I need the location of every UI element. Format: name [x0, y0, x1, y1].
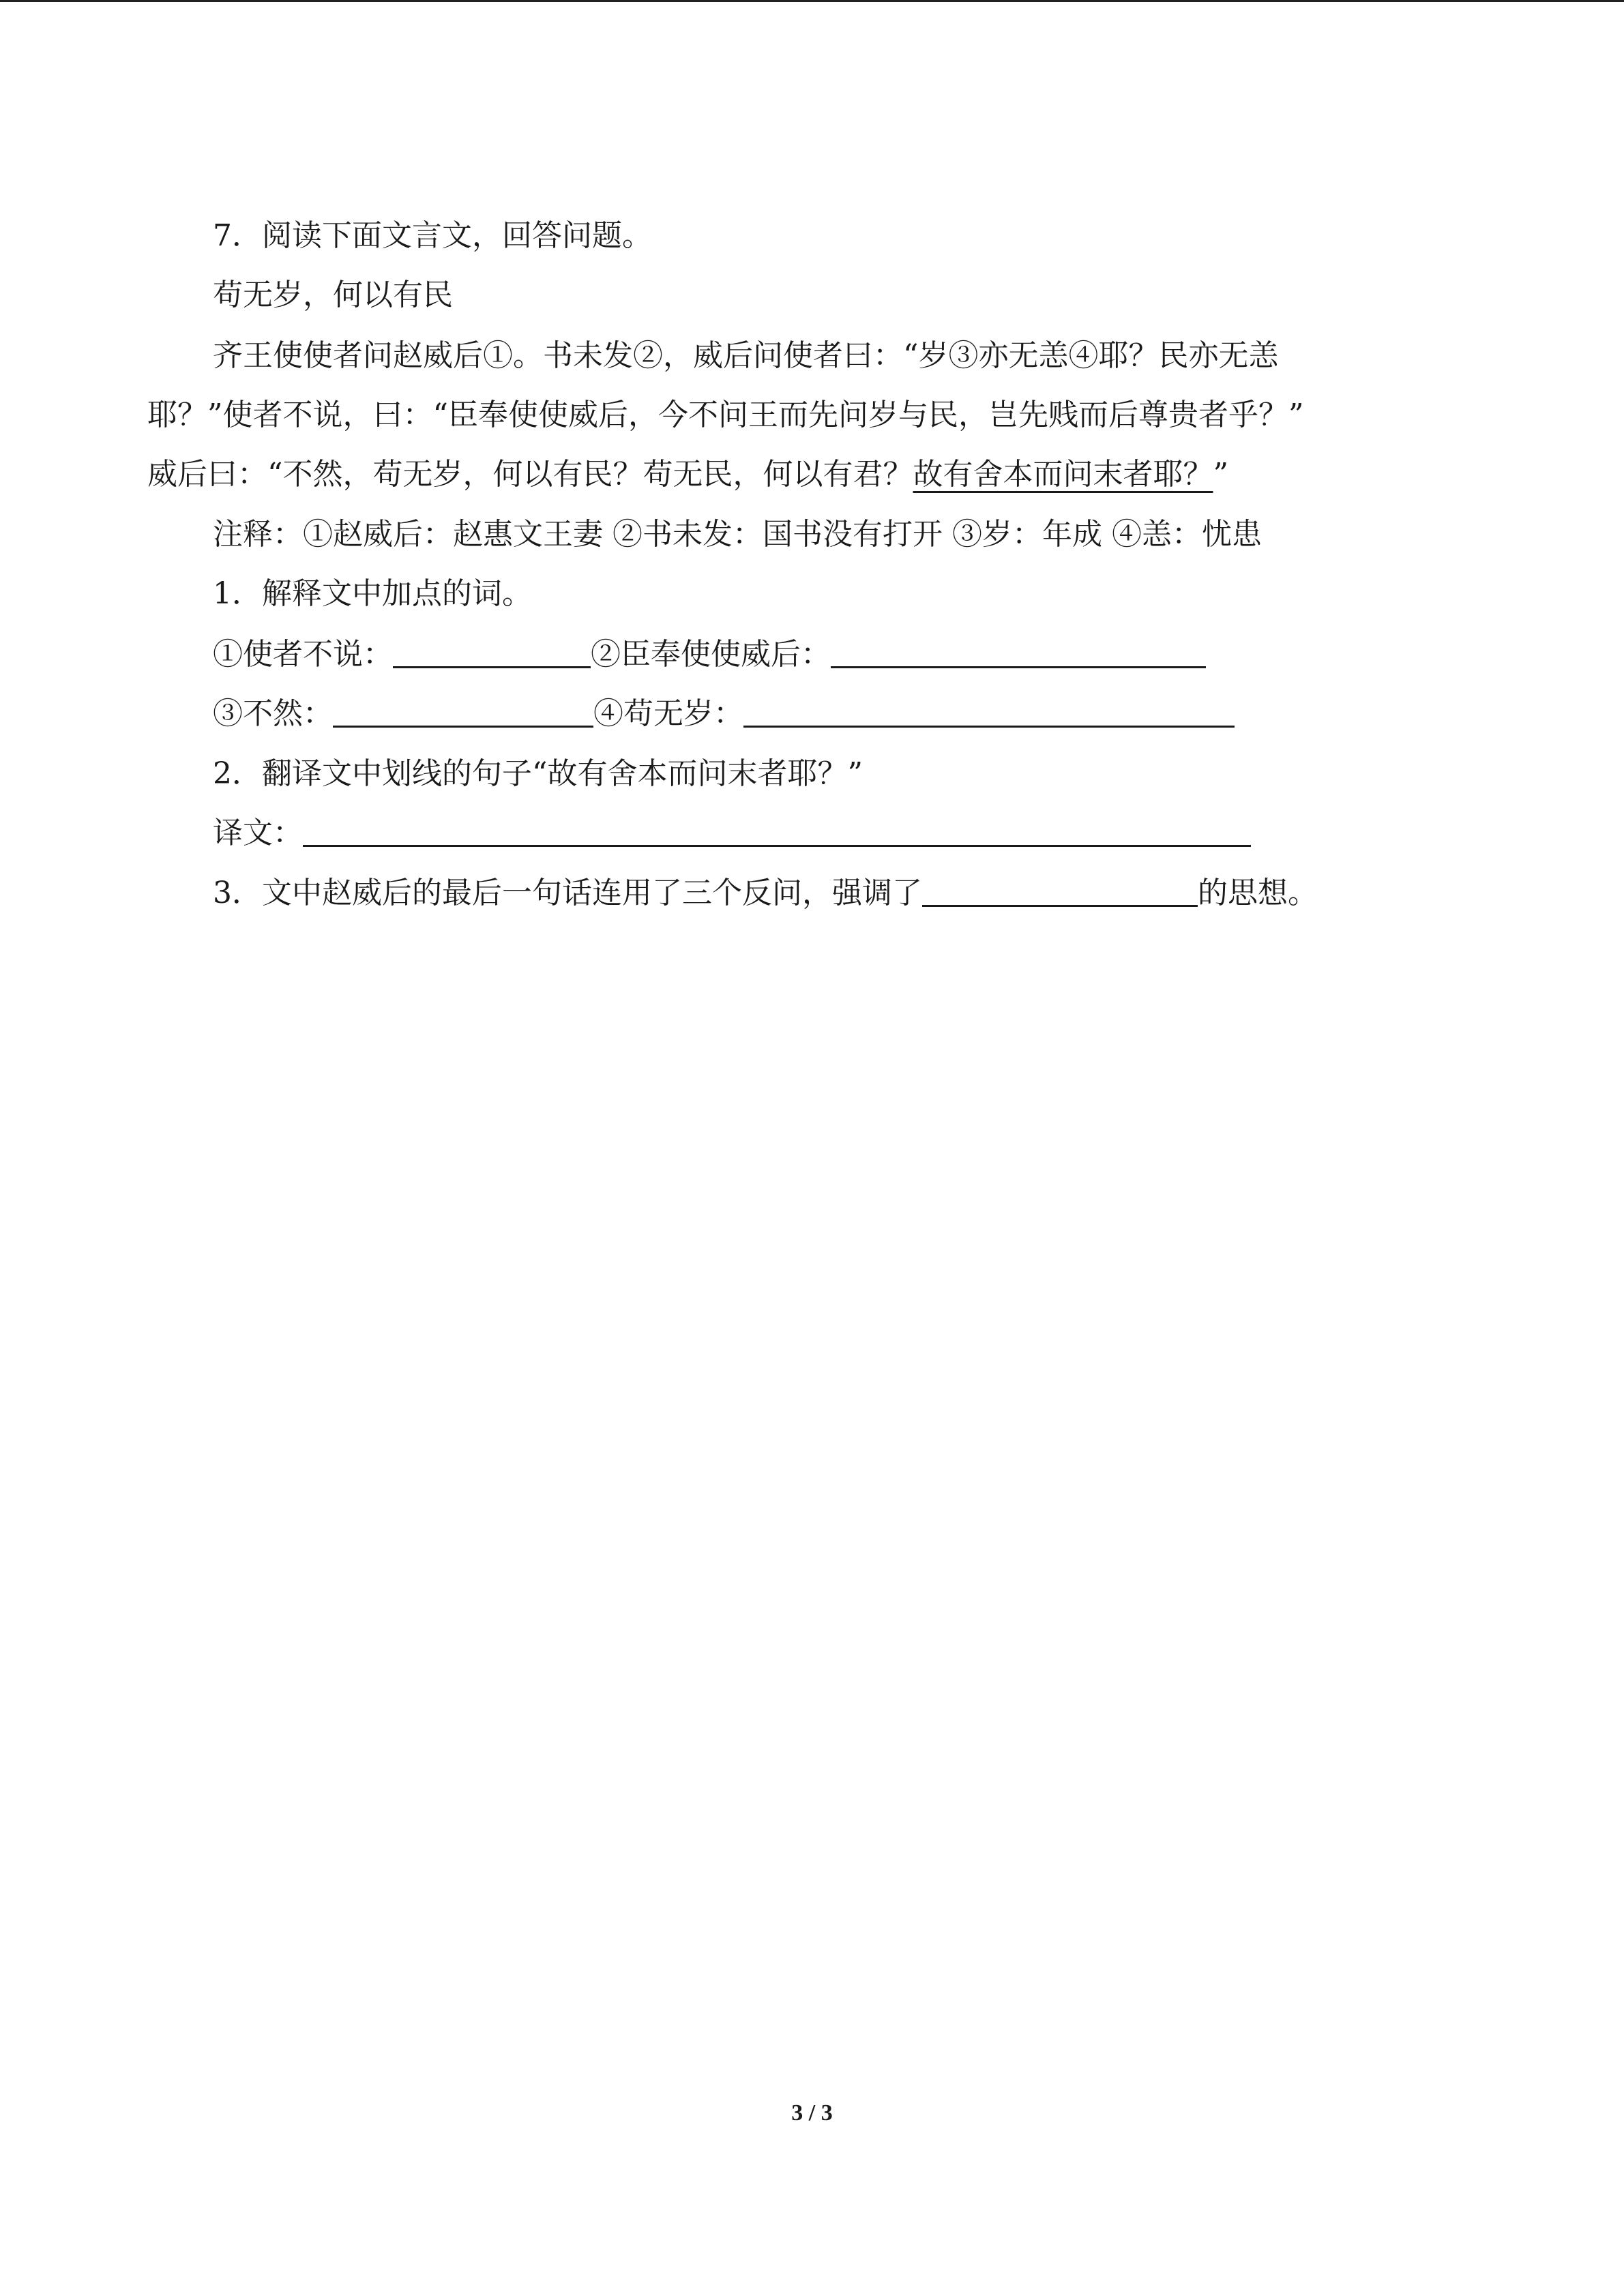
sub-question-3-row	[213, 873, 1318, 914]
passage-line-3-text: 威后曰：“不然，苟无岁，何以有民？苟无民，何以有君？	[147, 457, 913, 492]
passage-line-3	[147, 454, 1228, 495]
translation-blank[interactable]	[303, 815, 1251, 847]
underlined-sentence: 故有舍本而问末者耶？	[913, 457, 1213, 492]
sub-question-1-row-2	[213, 694, 1235, 734]
page-number: 3 / 3	[791, 2100, 833, 2126]
translation-label: 译文：	[213, 816, 303, 850]
sub-question-1-prompt: 1．解释文中加点的词。	[213, 576, 532, 611]
passage-line-2: 耶？”使者不说，曰：“臣奉使使威后，今不问王而先问岁与民，岂先贱而后尊贵者乎？”	[147, 398, 1304, 432]
sub-question-3-prompt: 3．文中赵威后的最后一句话连用了三个反问，强调了	[213, 876, 922, 910]
sub-question-1-row-1	[213, 634, 1206, 675]
question-heading: 7．阅读下面文言文，回答问题。	[213, 218, 652, 253]
answer-blank-2[interactable]	[831, 636, 1206, 668]
passage-line-1: 齐王使使者问赵威后①。书未发②，威后问使者曰：“岁③亦无恙④耶？民亦无恙	[213, 338, 1279, 373]
passage-line-3-close-quote: ”	[1213, 457, 1228, 492]
answer-blank-1[interactable]	[393, 636, 591, 668]
item-1-label: ①使者不说：	[213, 637, 393, 672]
answer-blank-4[interactable]	[743, 696, 1235, 728]
passage-title: 苟无岁，何以有民	[213, 278, 453, 312]
sub-question-2-answer-row	[213, 813, 1251, 854]
annotation-notes: 注释：①赵威后：赵惠文王妻 ②书未发：国书没有打开 ③岁：年成 ④恙：忧患	[213, 517, 1262, 552]
sub-question-3-suffix: 的思想。	[1198, 876, 1318, 910]
item-2-label: ②臣奉使使威后：	[591, 637, 831, 672]
item-4-label: ④苟无岁：	[593, 696, 743, 731]
sub-question-2-prompt: 2．翻译文中划线的句子“故有舍本而问末者耶？”	[213, 756, 863, 791]
item-3-label: ③不然：	[213, 696, 333, 731]
answer-blank-5[interactable]	[922, 875, 1198, 907]
answer-blank-3[interactable]	[333, 696, 593, 728]
